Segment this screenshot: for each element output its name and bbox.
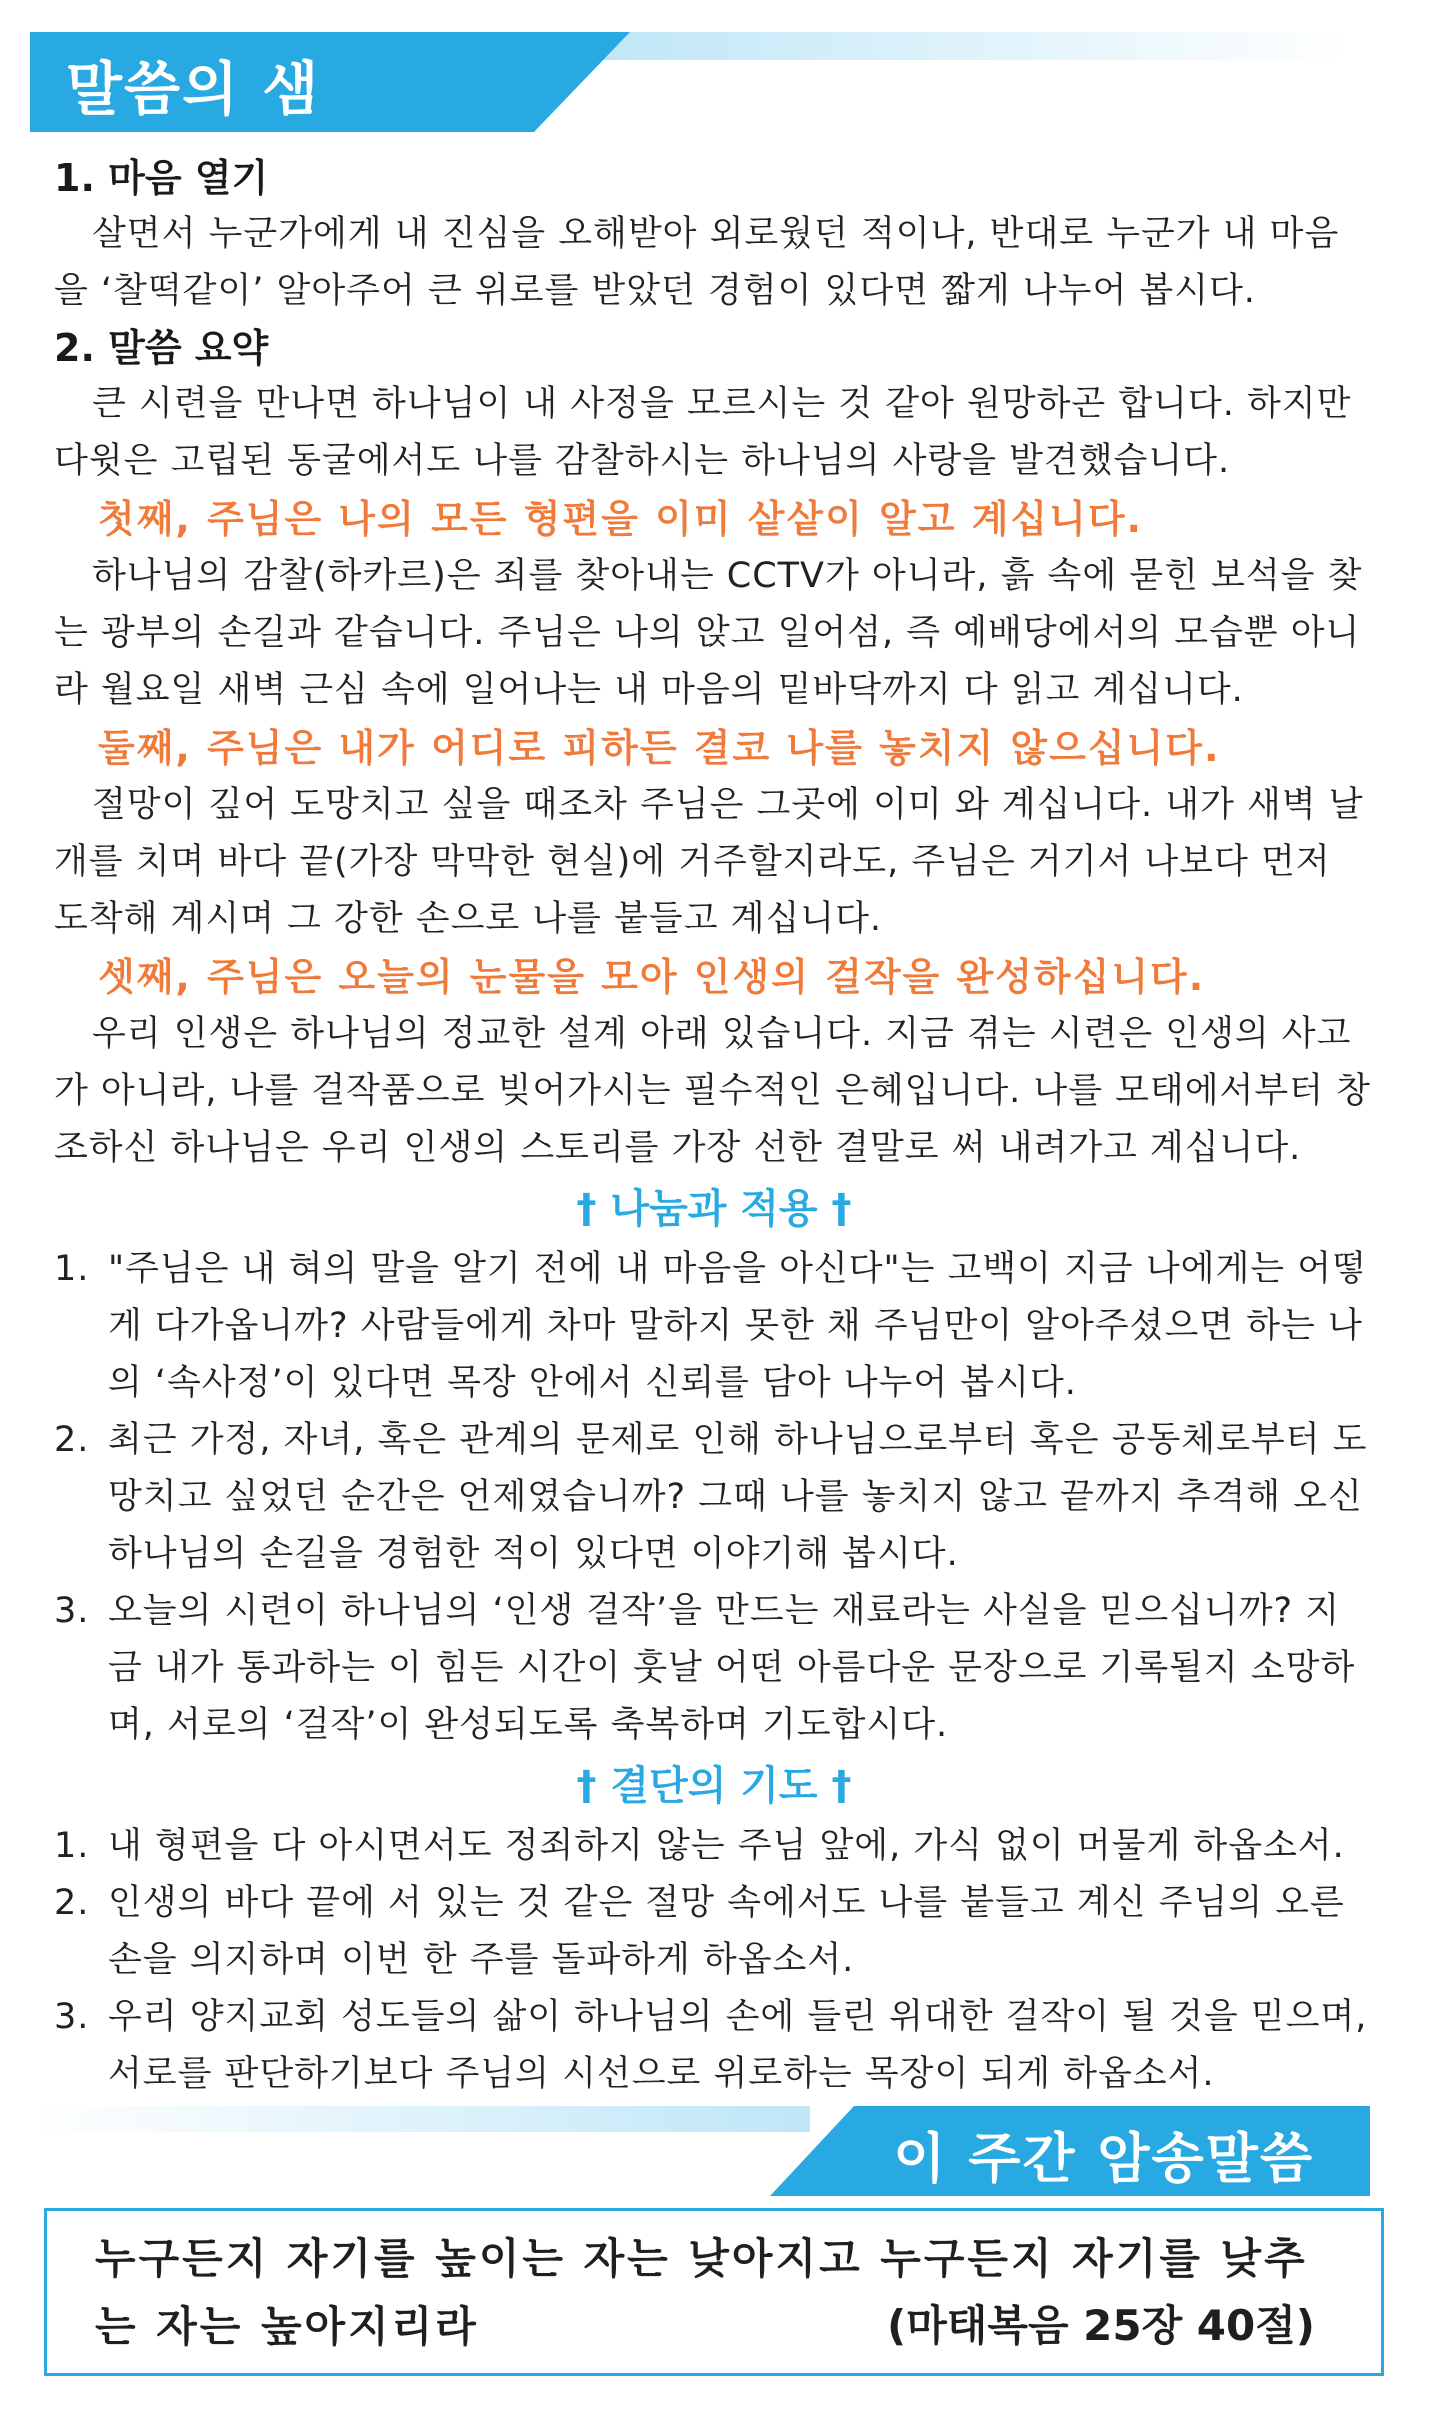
point-text: 우리 인생은 하나님의 정교한 설계 아래 있습니다. 지금 겪는 시련은 인생의 사고가 아니라, 나를 걸작품으로 빚어가시는 필수적인 은혜입니다. 나를 모태에서부터 창조하신 하나님은 우리 인생의 스토리를 가장 선한 결말로 써 내려가고 계십니다. [54,1014,1371,1168]
memory-verse-reference: (마태복음 25장 40절) [887,2301,1315,2350]
page-title: 말씀의 샘 [66,55,321,123]
list-item [54,1412,1374,1583]
section-heading: 2. 말씀 요약 [54,326,269,370]
header-fade-strip [590,32,1350,60]
sharing-heading: † 나눔과 적용 † [576,1186,852,1232]
sharing-list [54,1241,1374,1754]
point-title: 첫째, 주님은 나의 모든 형편을 이미 샅샅이 알고 계십니다. [98,497,1143,541]
item-number: 1. [54,1249,90,1289]
list-item [54,1989,1374,2103]
section-sermon-summary [54,320,1374,1177]
item-text: 내 형편을 다 아시면서도 정죄하지 않는 주님 앞에, 가식 없이 머물게 하옵소서. [108,1826,1345,1866]
header-banner [30,32,1350,132]
memory-verse-box [44,2208,1384,2376]
item-text: "주님은 내 혀의 말을 알기 전에 내 마음을 아신다"는 고백이 지금 나에게는 어떻게 다가옵니까? 사람들에게 차마 말하지 못한 채 주님만이 알아주셨으면 하는 나의 ‘속사정’이 있다면 목장 안에서 신뢰를 담아 나누어 봅시다. [108,1249,1367,1403]
list-item [54,1241,1374,1412]
memory-fade-strip [30,2106,810,2132]
item-text: 인생의 바다 끝에 서 있는 것 같은 절망 속에서도 나를 붙들고 계신 주님의 오른손을 의지하며 이번 한 주를 돌파하게 하옵소서. [108,1883,1345,1980]
summary-intro: 큰 시련을 만나면 하나님이 내 사정을 모르시는 것 같아 원망하곤 합니다. 하지만 다윗은 고립된 동굴에서도 나를 감찰하시는 하나님의 사랑을 발견했습니다. [54,384,1352,481]
memory-title: 이 주간 암송말씀 [893,2127,1314,2190]
item-number: 1. [54,1826,90,1866]
item-number: 3. [54,1997,90,2037]
item-number: 2. [54,1420,90,1460]
point-title: 둘째, 주님은 내가 어디로 피하든 결코 나를 놓치지 않으십니다. [98,726,1221,770]
point-text: 하나님의 감찰(하카르)은 죄를 찾아내는 CCTV가 아니라, 흙 속에 묻힌 보석을 찾는 광부의 손길과 같습니다. 주님은 나의 앉고 일어섬, 즉 예배당에서의 모습뿐 아니라 월요일 새벽 근심 속에 일어나는 내 마음의 밑바닥까지 다 읽고 계십니다. [54,556,1363,710]
section-open-heart [54,150,1374,320]
point-title: 셋째, 주님은 오늘의 눈물을 모아 인생의 걸작을 완성하십니다. [98,955,1206,999]
list-item [54,1875,1374,1989]
item-number: 3. [54,1591,90,1631]
section-paragraph: 살면서 누군가에게 내 진심을 오해받아 외로웠던 적이나, 반대로 누군가 내 마음을 ‘찰떡같이’ 알아주어 큰 위로를 받았던 경험이 있다면 짧게 나누어 봅시다. [54,214,1340,311]
prayer-list [54,1818,1374,2103]
point-text: 절망이 깊어 도망치고 싶을 때조차 주님은 그곳에 이미 와 계십니다. 내가 새벽 날개를 치며 바다 끝(가장 막막한 현실)에 거주할지라도, 주님은 거기서 나보다 먼저 도착해 계시며 그 강한 손으로 나를 붙들고 계십니다. [54,785,1364,939]
memory-banner [30,2106,1370,2196]
item-text: 오늘의 시련이 하나님의 ‘인생 걸작’을 만드는 재료라는 사실을 믿으십니까? 지금 내가 통과하는 이 힘든 시간이 훗날 어떤 아름다운 문장으로 기록될지 소망하며, 서로의 ‘걸작’이 완성되도록 축복하며 기도합시다. [108,1591,1356,1745]
item-number: 2. [54,1883,90,1923]
main-content [54,150,1374,2103]
section-heading: 1. 마음 열기 [54,156,269,200]
prayer-heading: † 결단의 기도 † [576,1763,852,1809]
item-text: 우리 양지교회 성도들의 삶이 하나님의 손에 들린 위대한 걸작이 될 것을 믿으며, 서로를 판단하기보다 주님의 시선으로 위로하는 목장이 되게 하옵소서. [108,1997,1368,2094]
memory-verse: 누구든지 자기를 높이는 자는 낮아지고 누구든지 자기를 낮추는 자는 높아지리라 [95,2234,1308,2351]
list-item [54,1583,1374,1754]
list-item [54,1818,1374,1875]
item-text: 최근 가정, 자녀, 혹은 관계의 문제로 인해 하나님으로부터 혹은 공동체로부터 도망치고 싶었던 순간은 언제였습니까? 그때 나를 놓치지 않고 끝까지 추격해 오신 하나님의 손길을 경험한 적이 있다면 이야기해 봅시다. [108,1420,1368,1574]
